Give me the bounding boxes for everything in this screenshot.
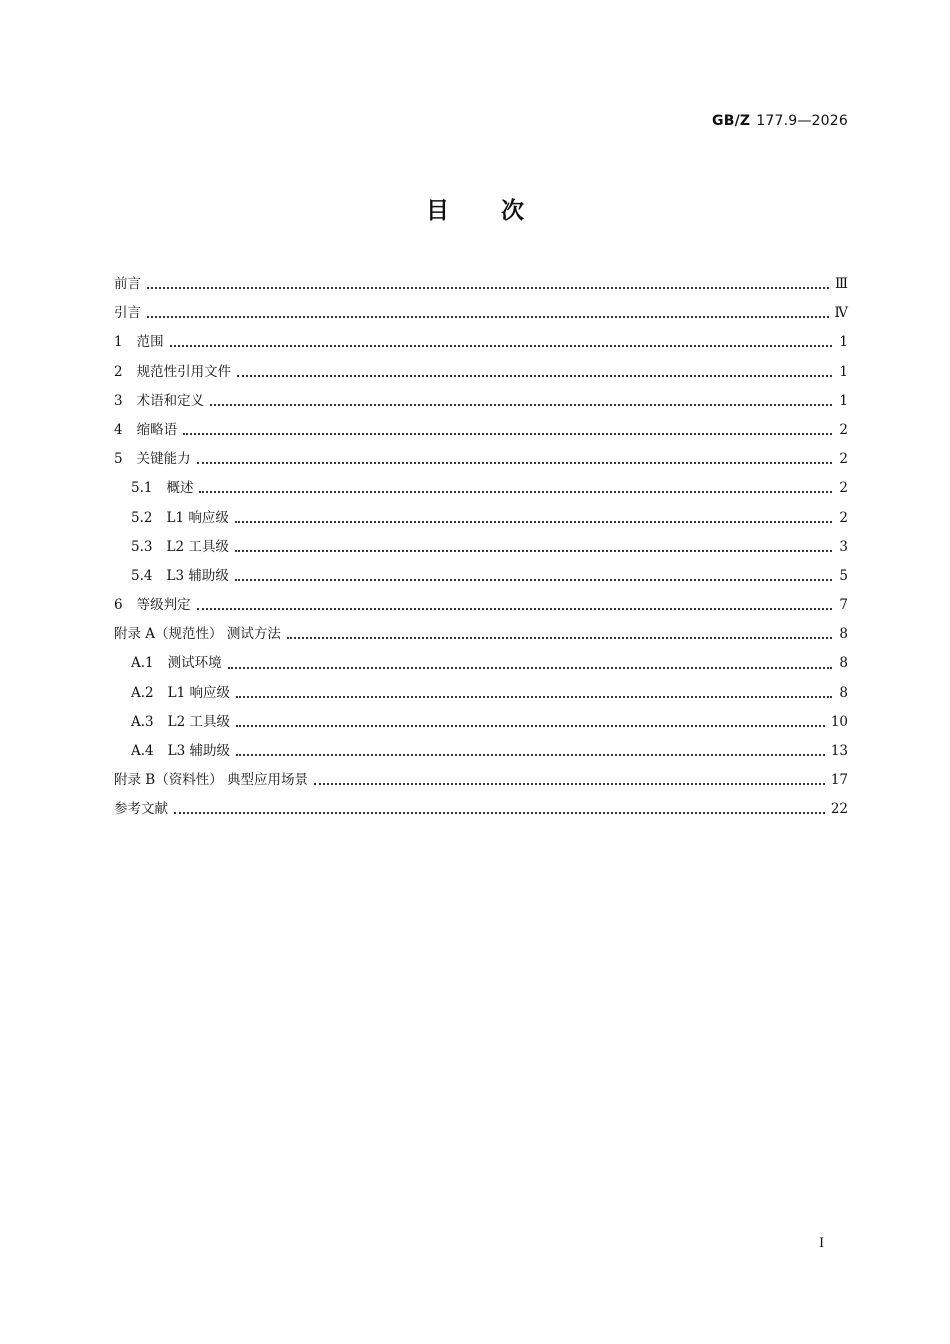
- toc-entry-number: 3: [114, 392, 123, 409]
- toc-entry-label: [131, 474, 199, 503]
- toc-entry-page: 2: [839, 480, 848, 497]
- toc-entry[interactable]: [114, 591, 848, 620]
- toc-entry-label: [131, 533, 235, 562]
- toc-entry-page: 2: [839, 451, 848, 468]
- toc-entry-title: L1 响应级: [166, 509, 229, 526]
- toc-entry[interactable]: [114, 328, 848, 357]
- toc-leader-dots: [210, 403, 832, 406]
- toc-entry-label: [114, 620, 287, 649]
- toc-entry-number: 4: [114, 421, 123, 438]
- toc-entry-page: 8: [839, 684, 848, 701]
- toc-leader-dots: [170, 344, 832, 347]
- toc-entry[interactable]: [114, 504, 848, 533]
- toc-leader-dots: [174, 811, 825, 814]
- toc-entry-title: L3 辅助级: [166, 567, 229, 584]
- toc-entry-label: [131, 562, 235, 591]
- toc-entry[interactable]: [114, 387, 848, 416]
- toc-entry-label: [114, 766, 314, 795]
- toc-leader-dots: [236, 695, 832, 698]
- toc-entry-label: [114, 358, 237, 387]
- table-of-contents: [114, 270, 848, 825]
- toc-entry-page: 13: [830, 743, 848, 759]
- toc-entry[interactable]: [114, 358, 848, 387]
- toc-entry-title: 范围: [136, 334, 164, 351]
- toc-entry-label: [114, 270, 147, 299]
- toc-entry-label: [131, 708, 236, 737]
- toc-leader-dots: [235, 578, 832, 581]
- toc-entry-page: 8: [839, 626, 848, 643]
- toc-entry-title: L3 辅助级: [167, 743, 230, 759]
- toc-leader-dots: [183, 432, 832, 435]
- toc-entry-title: L2 工具级: [166, 538, 229, 555]
- toc-leader-dots: [147, 315, 829, 318]
- toc-entry[interactable]: [114, 649, 848, 678]
- toc-entry[interactable]: [114, 416, 848, 445]
- toc-entry-page: Ⅲ: [834, 276, 848, 292]
- toc-entry[interactable]: [114, 270, 848, 299]
- toc-entry-number: 5.3: [131, 538, 153, 555]
- toc-leader-dots: [199, 490, 832, 493]
- toc-entry-label: [131, 737, 236, 766]
- toc-entry[interactable]: [114, 620, 848, 649]
- toc-entry-label: [114, 795, 174, 824]
- toc-entry-label: [114, 416, 183, 445]
- toc-leader-dots: [147, 286, 829, 289]
- standard-code: [712, 113, 848, 129]
- toc-entry-page: 7: [839, 597, 848, 614]
- toc-leader-dots: [228, 666, 832, 669]
- toc-leader-dots: [236, 753, 825, 756]
- toc-entry-title: 关键能力: [136, 451, 191, 468]
- toc-entry-page: 1: [839, 334, 848, 351]
- toc-entry[interactable]: [114, 474, 848, 503]
- toc-entry[interactable]: [114, 562, 848, 591]
- toc-entry[interactable]: [114, 299, 848, 328]
- toc-entry[interactable]: [114, 533, 848, 562]
- toc-entry-number: 5.4: [131, 567, 153, 584]
- toc-entry-page: 10: [830, 713, 848, 730]
- toc-entry-number: 2: [114, 363, 123, 380]
- toc-entry-label: [114, 299, 147, 328]
- toc-entry-title: 概述: [166, 480, 194, 497]
- toc-entry-title: 测试环境: [167, 655, 222, 672]
- toc-entry-number: 6: [114, 597, 123, 614]
- toc-entry-title: 引言: [114, 305, 141, 322]
- toc-entry-number: 5.1: [131, 480, 153, 497]
- toc-entry-label: [114, 591, 197, 620]
- toc-leader-dots: [287, 636, 832, 639]
- toc-entry-title: 术语和定义: [136, 392, 205, 409]
- toc-entry[interactable]: [114, 708, 848, 737]
- toc-entry[interactable]: [114, 445, 848, 474]
- toc-entry-title: L1 响应级: [167, 684, 230, 701]
- toc-entry-label: [131, 679, 236, 708]
- toc-entry-title: L2 工具级: [167, 713, 230, 730]
- page-folio: I: [819, 1236, 825, 1251]
- toc-entry-number: A.3: [131, 713, 154, 730]
- toc-entry-label: [114, 445, 197, 474]
- toc-entry-page: 5: [839, 567, 848, 584]
- toc-entry-title: 等级判定: [136, 597, 191, 614]
- toc-entry-number: A.2: [131, 684, 154, 701]
- toc-leader-dots: [235, 549, 832, 552]
- page-title: 目次: [426, 198, 576, 224]
- toc-entry[interactable]: [114, 679, 848, 708]
- toc-entry[interactable]: [114, 795, 848, 824]
- toc-entry[interactable]: [114, 737, 848, 766]
- toc-entry-label: [114, 328, 170, 357]
- toc-entry-page: 3: [839, 538, 848, 555]
- toc-entry-page: 8: [839, 655, 848, 672]
- toc-entry[interactable]: [114, 766, 848, 795]
- toc-entry-page: 2: [839, 509, 848, 526]
- toc-entry-number: 5: [114, 451, 123, 468]
- standard-number: 177.9—2026: [756, 113, 848, 129]
- toc-entry-page: 22: [830, 801, 848, 818]
- toc-entry-number: 5.2: [131, 509, 153, 526]
- toc-leader-dots: [314, 782, 825, 785]
- toc-leader-dots: [197, 461, 832, 464]
- toc-entry-label: [131, 649, 228, 678]
- toc-entry-page: 17: [830, 772, 848, 789]
- toc-entry-title: 缩略语: [136, 421, 178, 438]
- toc-entry-number: A.4: [131, 743, 154, 759]
- toc-entry-title: 前言: [114, 276, 141, 292]
- toc-entry-page: 1: [839, 363, 848, 380]
- toc-leader-dots: [197, 607, 832, 610]
- toc-leader-dots: [236, 724, 825, 727]
- toc-leader-dots: [235, 520, 832, 523]
- toc-entry-label: [131, 504, 235, 533]
- toc-entry-number: A.1: [131, 655, 154, 672]
- toc-entry-title: 参考文献: [114, 801, 168, 818]
- toc-entry-page: Ⅳ: [834, 305, 848, 322]
- toc-entry-label: [114, 387, 210, 416]
- toc-leader-dots: [237, 374, 832, 377]
- toc-entry-title: 规范性引用文件: [136, 363, 232, 380]
- toc-entry-page: 1: [839, 392, 848, 409]
- standard-prefix: GB/Z: [712, 113, 751, 129]
- toc-entry-title: 附录 A（规范性） 测试方法: [114, 626, 281, 643]
- toc-entry-title: 附录 B（资料性） 典型应用场景: [114, 772, 309, 789]
- toc-entry-number: 1: [114, 334, 123, 351]
- toc-entry-page: 2: [839, 421, 848, 438]
